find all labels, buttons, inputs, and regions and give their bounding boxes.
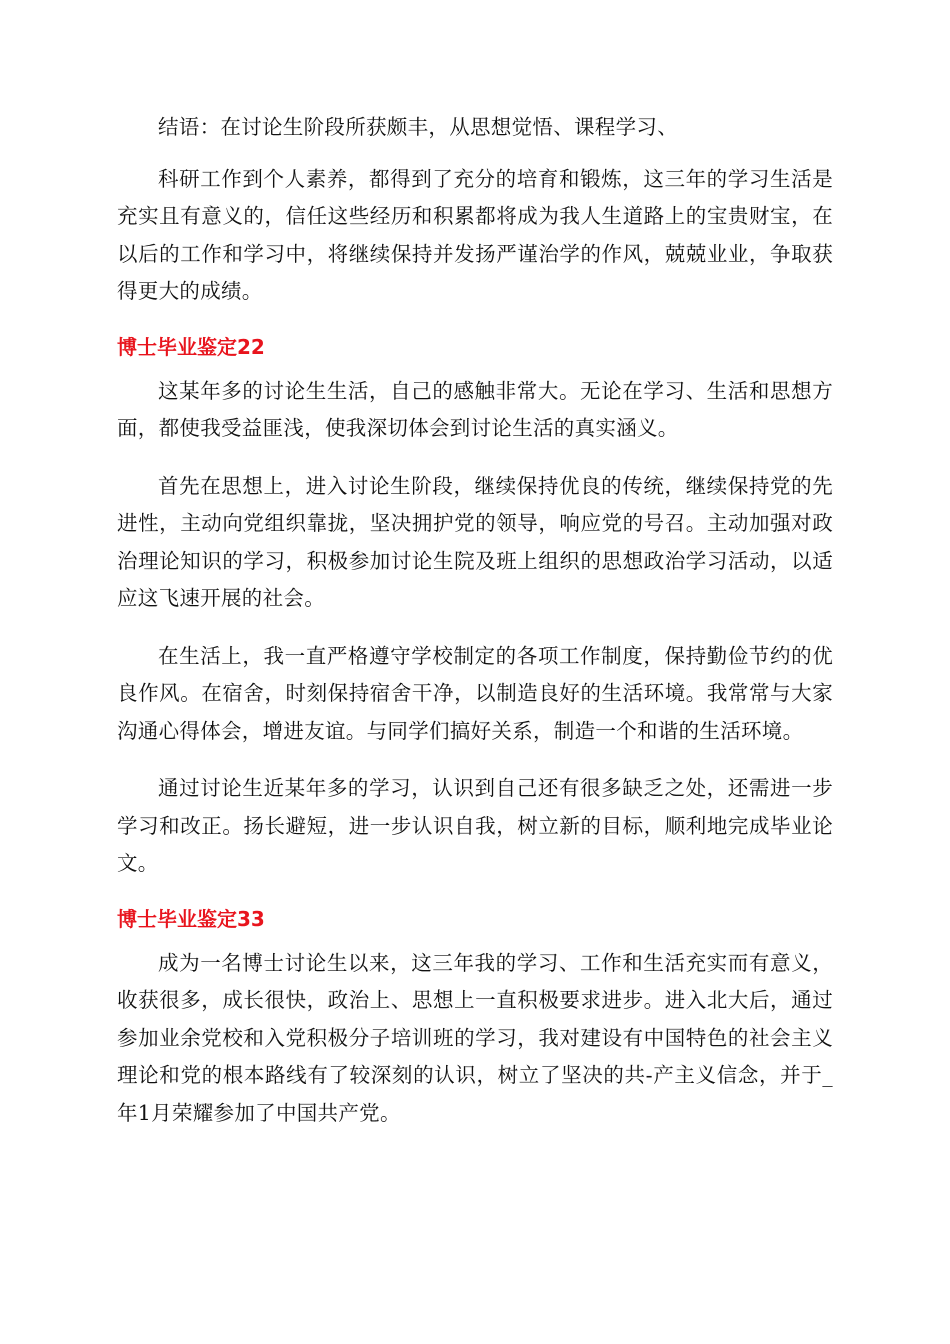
paragraph-22-1: 这某年多的讨论生生活，自己的感触非常大。无论在学习、生活和思想方面，都使我受益匪浅，使我深切体会到讨论生活的真实涵义。 bbox=[117, 378, 833, 440]
paragraph-22-3: 在生活上，我一直严格遵守学校制定的各项工作制度，保持勤俭节约的优良作风。在宿舍，时刻保持宿舍干净，以制造良好的生活环境。我常常与大家沟通心得体会，增进友谊。与同学们搞好关系，制造一个和谐的生活环境。 bbox=[117, 643, 833, 743]
section-heading-33: 博士毕业鉴定33 bbox=[117, 906, 265, 931]
document-body bbox=[117, 109, 833, 1152]
paragraph-conclusion-intro: 结语：在讨论生阶段所获颇丰，从思想觉悟、课程学习、 bbox=[158, 115, 678, 139]
paragraph-22-2: 首先在思想上，进入讨论生阶段，继续保持优良的传统，继续保持党的先进性，主动向党组织靠拢，坚决拥护党的领导，响应党的号召。主动加强对政治理论知识的学习，积极参加讨论生院及班上组织的思想政治学习活动，以适应这飞速开展的社会。 bbox=[117, 473, 833, 610]
section-heading-22: 博士毕业鉴定22 bbox=[117, 334, 265, 359]
paragraph-22-4: 通过讨论生近某年多的学习，认识到自己还有很多缺乏之处，还需进一步学习和改正。扬长避短，进一步认识自我，树立新的目标，顺利地完成毕业论文。 bbox=[117, 776, 833, 875]
paragraph-conclusion-body: 科研工作到个人素养，都得到了充分的培育和锻炼，这三年的学习生活是充实且有意义的，信任这些经历和积累都将成为我人生道路上的宝贵财宝，在以后的工作和学习中，将继续保持并发扬严谨治学的作风，兢兢业业，争取获得更大的成绩。 bbox=[117, 166, 833, 303]
paragraph-33-1: 成为一名博士讨论生以来，这三年我的学习、工作和生活充实而有意义，收获很多，成长很快，政治上、思想上一直积极要求进步。进入北大后，通过参加业余党校和入党积极分子培训班的学习，我对建设有中国特色的社会主义理论和党的根本路线有了较深刻的认识，树立了坚决的共-产主义信念，并于_年1月荣耀参加了中国共产党。 bbox=[117, 950, 833, 1125]
